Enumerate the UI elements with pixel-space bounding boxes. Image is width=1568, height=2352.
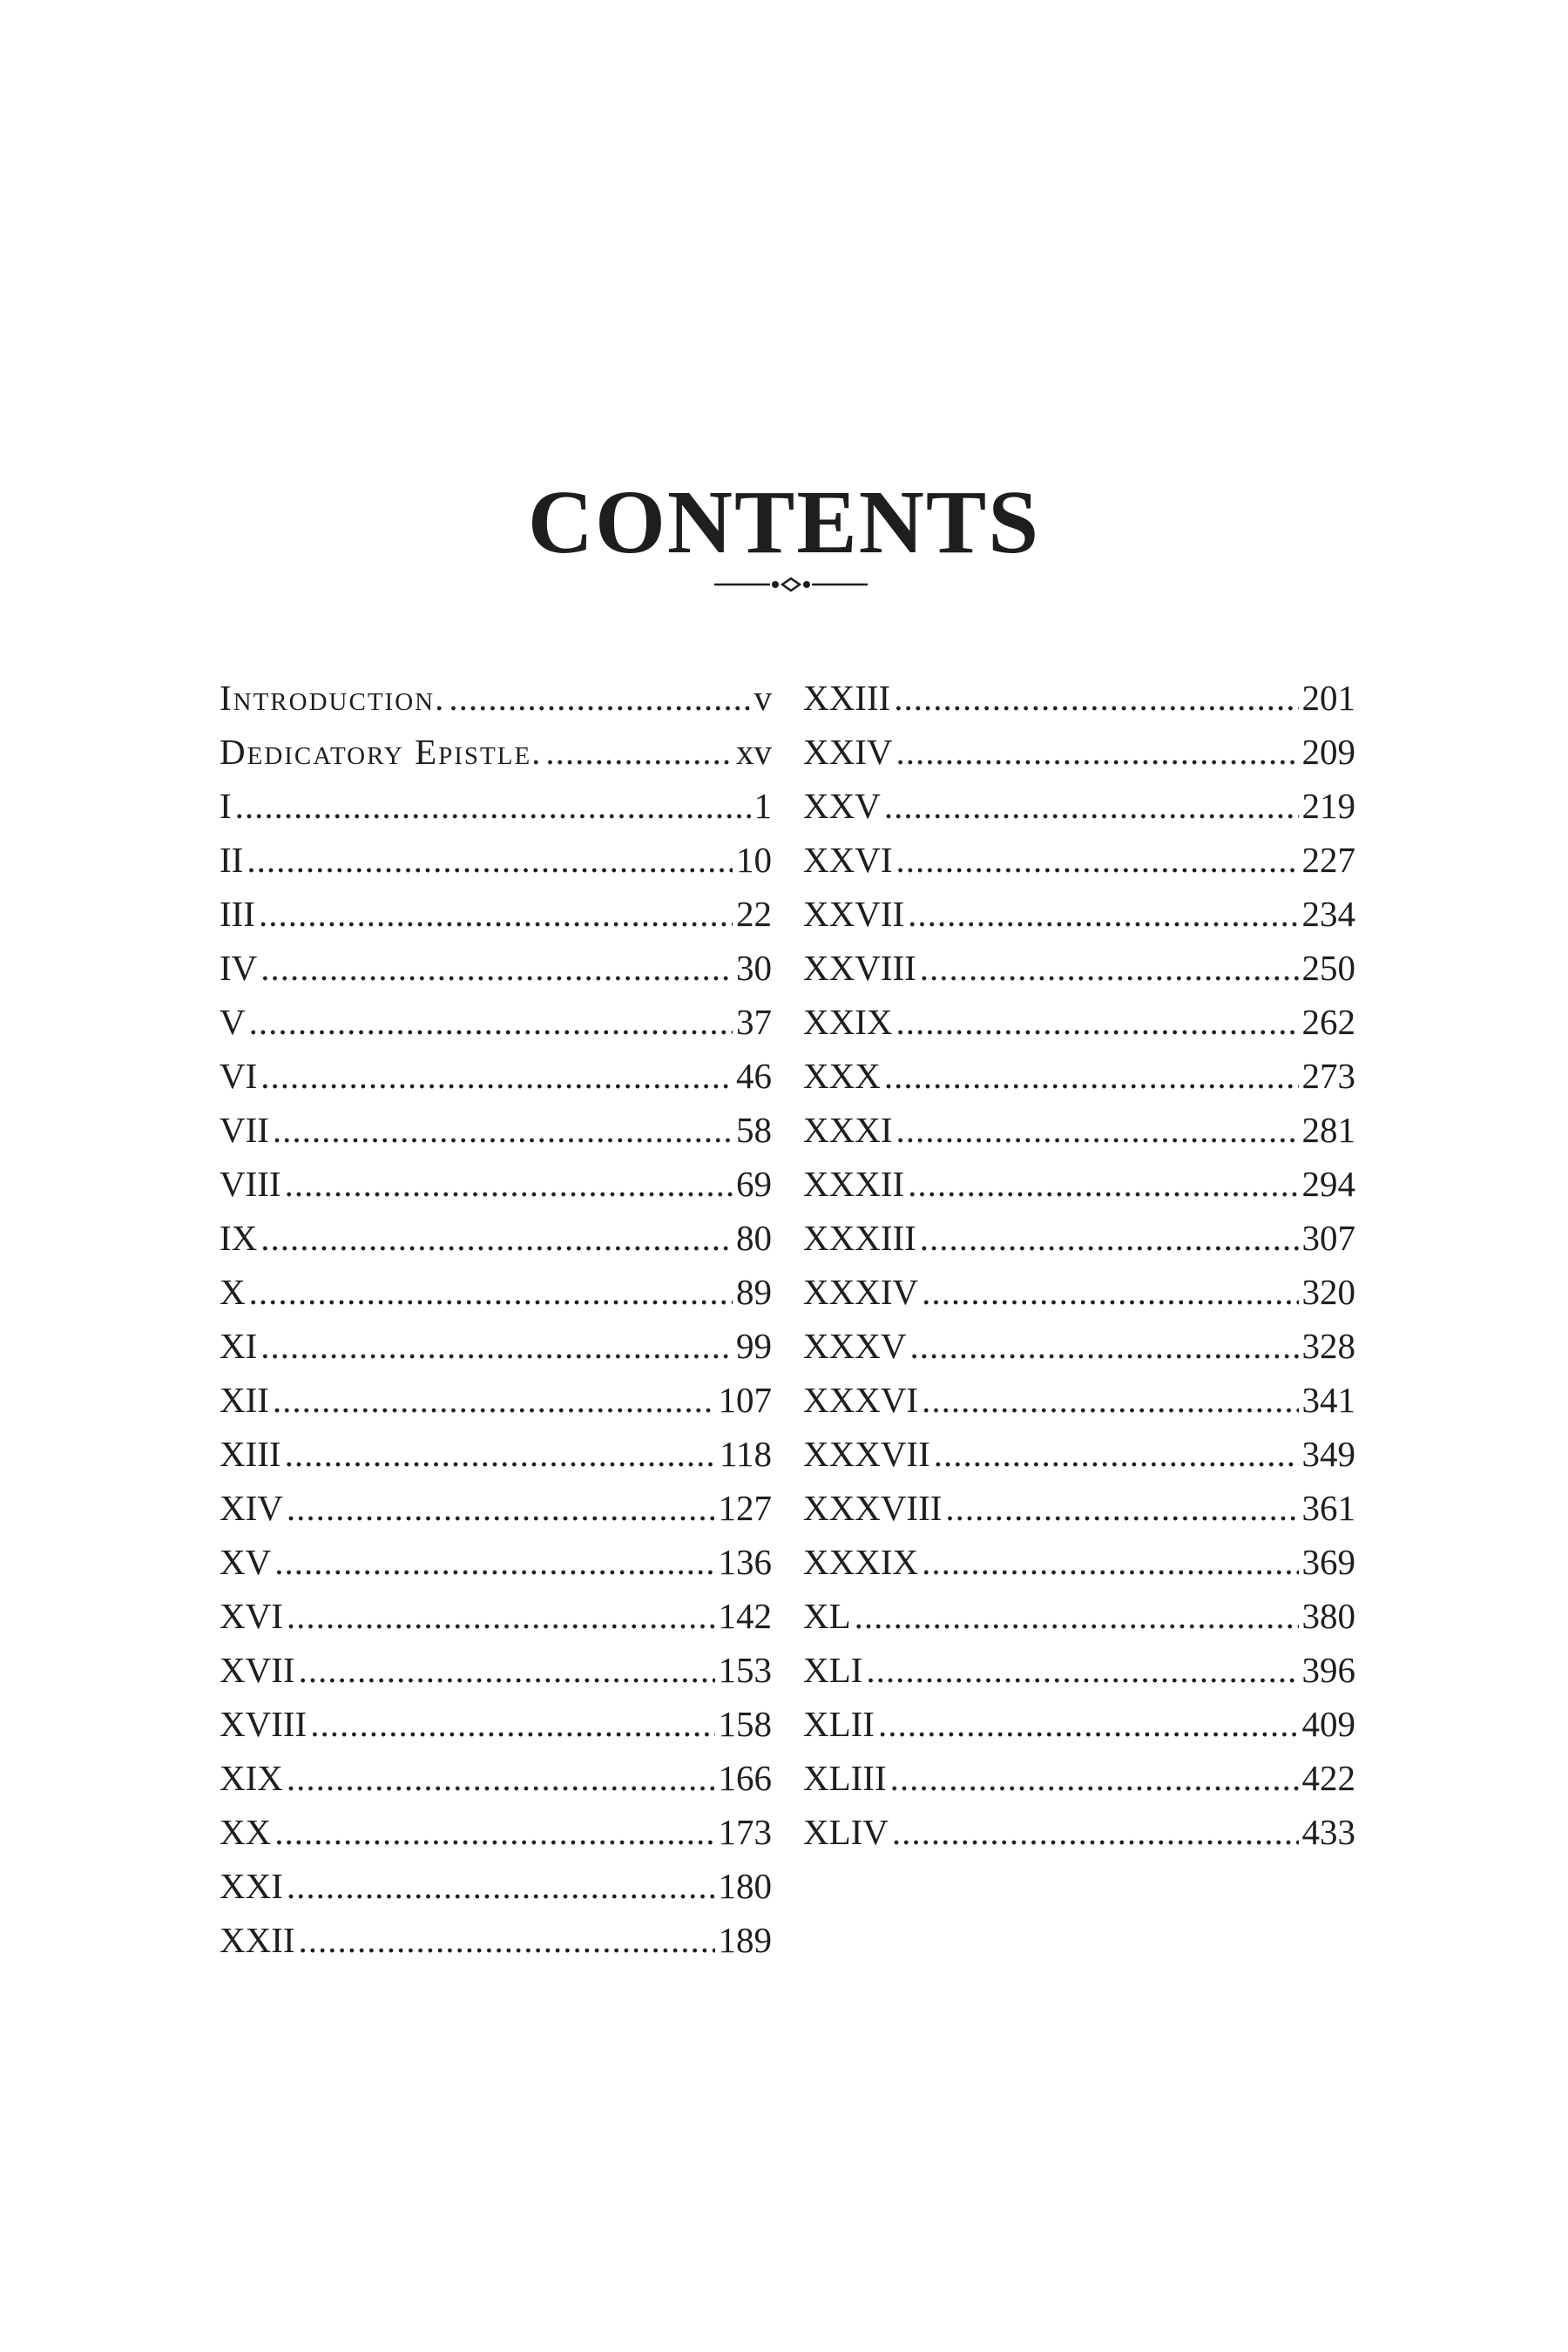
dot-leader: [287, 1589, 715, 1643]
toc-entry[interactable]: [803, 1319, 1355, 1373]
toc-entry[interactable]: [803, 1157, 1355, 1211]
dot-leader: [259, 887, 733, 941]
toc-entry[interactable]: [803, 671, 1355, 725]
toc-entry[interactable]: [220, 1481, 772, 1535]
toc-entry[interactable]: [220, 1535, 772, 1589]
toc-entry-label: XL: [803, 1596, 851, 1636]
dot-leader: [855, 1589, 1299, 1643]
dot-leader: [260, 1319, 733, 1373]
toc-entry-page: 189: [718, 1920, 772, 1960]
toc-entry-label: XLIII: [803, 1758, 887, 1798]
dot-leader: [299, 1913, 715, 1967]
toc-entry[interactable]: [803, 779, 1355, 833]
dot-leader: [247, 833, 733, 887]
toc-entry-label: XII: [220, 1380, 269, 1420]
dot-leader: [892, 1805, 1299, 1859]
dot-leader: [896, 1103, 1298, 1157]
dot-leader: [273, 1103, 733, 1157]
toc-entry[interactable]: [803, 941, 1355, 995]
toc-entry[interactable]: [803, 1805, 1355, 1859]
toc-entry-page: 1: [754, 786, 772, 826]
toc-entry-label: XXXVII: [803, 1434, 930, 1474]
toc-entry-page: 173: [718, 1812, 772, 1852]
toc-entry[interactable]: [220, 779, 772, 833]
toc-entry-page: 166: [718, 1758, 772, 1798]
toc-entry-label: XXXI: [803, 1110, 893, 1150]
toc-entry[interactable]: [803, 1751, 1355, 1805]
toc-entry[interactable]: [803, 1535, 1355, 1589]
toc-entry-label: XIX: [220, 1758, 283, 1798]
toc-entry-page: 99: [736, 1326, 772, 1366]
toc-entry-label: XXXIV: [803, 1272, 919, 1312]
toc-entry-page: xv: [736, 732, 772, 772]
toc-entry-label: XXXIII: [803, 1218, 916, 1258]
dot-leader: [273, 1373, 715, 1427]
toc-entry[interactable]: [803, 1427, 1355, 1481]
toc-entry-label: V: [220, 1002, 246, 1042]
dot-leader: [449, 671, 750, 725]
fleuron-divider-icon: [713, 571, 869, 598]
toc-entry-label: III: [220, 894, 255, 934]
toc-entry-page: 227: [1301, 840, 1355, 880]
dot-leader: [908, 1157, 1298, 1211]
toc-entry[interactable]: [220, 1427, 772, 1481]
toc-entry-label: XXV: [803, 786, 881, 826]
toc-entry-label: XXI: [220, 1866, 283, 1906]
toc-entry[interactable]: [220, 995, 772, 1049]
toc-entry-page: 369: [1301, 1542, 1355, 1582]
toc-entry[interactable]: [220, 1697, 772, 1751]
dot-leader: [274, 1805, 714, 1859]
toc-entry-label: XXXIX: [803, 1542, 919, 1582]
dot-leader: [299, 1643, 715, 1697]
toc-entry[interactable]: [220, 671, 772, 725]
page-title: CONTENTS: [527, 471, 1041, 572]
toc-entry-page: 158: [718, 1704, 772, 1744]
toc-entry-label: XXXVIII: [803, 1488, 943, 1528]
toc-entry[interactable]: [220, 1805, 772, 1859]
dot-leader: [235, 779, 751, 833]
toc-entry-page: 10: [736, 840, 772, 880]
toc-entry-page: 209: [1301, 732, 1355, 772]
toc-entry-label: XX: [220, 1812, 272, 1852]
dot-leader: [260, 1211, 733, 1265]
dot-leader: [922, 1265, 1298, 1319]
toc-right-column: [803, 671, 1355, 1859]
toc-entry-label: XXII: [220, 1920, 295, 1960]
toc-entry[interactable]: [220, 1859, 772, 1913]
toc-entry[interactable]: [803, 1373, 1355, 1427]
toc-entry-page: 142: [718, 1596, 772, 1636]
toc-entry-label: XXIII: [803, 678, 891, 718]
toc-entry-page: 433: [1301, 1812, 1355, 1852]
toc-entry-page: 201: [1301, 678, 1355, 718]
toc-entry[interactable]: [220, 833, 772, 887]
toc-entry[interactable]: [803, 1697, 1355, 1751]
toc-entry-page: 219: [1301, 786, 1355, 826]
toc-entry[interactable]: [220, 1265, 772, 1319]
toc-entry[interactable]: [220, 1157, 772, 1211]
toc-entry-label: XLII: [803, 1704, 875, 1744]
toc-entry[interactable]: [220, 1751, 772, 1805]
toc-entry-label: XVII: [220, 1650, 295, 1690]
dot-leader: [545, 725, 733, 779]
dot-leader: [896, 725, 1298, 779]
dot-leader: [285, 1157, 733, 1211]
toc-entry-label: XLI: [803, 1650, 863, 1690]
toc-entry[interactable]: [220, 941, 772, 995]
toc-entry-page: 136: [718, 1542, 772, 1582]
toc-entry[interactable]: [220, 1373, 772, 1427]
dot-leader: [945, 1481, 1298, 1535]
toc-entry[interactable]: [803, 1643, 1355, 1697]
dot-leader: [884, 1049, 1299, 1103]
toc-entry-page: 396: [1301, 1650, 1355, 1690]
toc-entry-page: 349: [1301, 1434, 1355, 1474]
toc-entry-page: 250: [1301, 948, 1355, 988]
toc-entry[interactable]: [220, 1643, 772, 1697]
toc-entry-label: XXXV: [803, 1326, 907, 1366]
dot-leader: [884, 779, 1299, 833]
toc-entry-page: 46: [736, 1056, 772, 1096]
toc-entry-page: 234: [1301, 894, 1355, 934]
toc-entry-page: 361: [1301, 1488, 1355, 1528]
toc-entry-label: XVI: [220, 1596, 283, 1636]
toc-entry-label: XLIV: [803, 1812, 889, 1852]
toc-entry-page: 69: [736, 1164, 772, 1204]
dot-leader: [908, 887, 1298, 941]
toc-entry-label: IX: [220, 1218, 258, 1258]
toc-entry-label: XIV: [220, 1488, 283, 1528]
toc-entry-label: XXX: [803, 1056, 881, 1096]
toc-entry-label: XXXII: [803, 1164, 905, 1204]
toc-entry-label: I: [220, 786, 232, 826]
toc-entry-label: VII: [220, 1110, 269, 1150]
dot-leader: [866, 1643, 1298, 1697]
dot-leader: [890, 1751, 1299, 1805]
toc-entry-page: 37: [736, 1002, 772, 1042]
dot-leader: [287, 1751, 715, 1805]
toc-entry-label: VI: [220, 1056, 258, 1096]
dot-leader: [896, 995, 1298, 1049]
toc-entry-page: 422: [1301, 1758, 1355, 1798]
dot-leader: [287, 1859, 715, 1913]
dot-leader: [310, 1697, 714, 1751]
toc-entry-page: 380: [1301, 1596, 1355, 1636]
dot-leader: [934, 1427, 1299, 1481]
toc-entry-label: XXXVI: [803, 1380, 919, 1420]
dot-leader: [896, 833, 1298, 887]
dot-leader: [260, 941, 733, 995]
toc-entry[interactable]: [220, 887, 772, 941]
toc-entry-page: v: [754, 678, 772, 718]
dot-leader: [274, 1535, 714, 1589]
toc-entry-label: IV: [220, 948, 258, 988]
toc-entry-page: 58: [736, 1110, 772, 1150]
toc-entry-label: XXIV: [803, 732, 893, 772]
toc-entry[interactable]: [803, 1049, 1355, 1103]
toc-entry-label: II: [220, 840, 244, 880]
toc-entry-page: 320: [1301, 1272, 1355, 1312]
toc-entry[interactable]: [220, 1589, 772, 1643]
toc-entry[interactable]: [803, 1265, 1355, 1319]
toc-entry-page: 153: [718, 1650, 772, 1690]
toc-entry[interactable]: [803, 833, 1355, 887]
toc-entry-page: 80: [736, 1218, 772, 1258]
toc-entry-label: VIII: [220, 1164, 281, 1204]
toc-entry-page: 328: [1301, 1326, 1355, 1366]
dot-leader: [249, 1265, 733, 1319]
toc-entry[interactable]: [803, 1589, 1355, 1643]
dot-leader: [922, 1373, 1298, 1427]
toc-entry-page: 273: [1301, 1056, 1355, 1096]
toc-entry[interactable]: [220, 1103, 772, 1157]
toc-entry[interactable]: [220, 1049, 772, 1103]
toc-entry[interactable]: [803, 887, 1355, 941]
toc-entry-page: 107: [718, 1380, 772, 1420]
dot-leader: [920, 1211, 1299, 1265]
toc-entry[interactable]: [803, 1211, 1355, 1265]
toc-entry-page: 127: [718, 1488, 772, 1528]
toc-entry-page: 180: [718, 1866, 772, 1906]
toc-entry-page: 294: [1301, 1164, 1355, 1204]
toc-entry-page: 307: [1301, 1218, 1355, 1258]
toc-entry[interactable]: [803, 725, 1355, 779]
dot-leader: [909, 1319, 1298, 1373]
toc-entry-label: XI: [220, 1326, 258, 1366]
dot-leader: [878, 1697, 1299, 1751]
dot-leader: [249, 995, 733, 1049]
toc-entry[interactable]: [803, 995, 1355, 1049]
toc-entry-page: 262: [1301, 1002, 1355, 1042]
toc-entry-page: 30: [736, 948, 772, 988]
toc-entry-page: 409: [1301, 1704, 1355, 1744]
toc-entry-page: 89: [736, 1272, 772, 1312]
dot-leader: [287, 1481, 715, 1535]
toc-entry-label: XIII: [220, 1434, 281, 1474]
toc-entry[interactable]: [220, 1211, 772, 1265]
toc-entry-label: Introduction.: [220, 678, 446, 718]
toc-entry-page: 22: [736, 894, 772, 934]
dot-leader: [285, 1427, 716, 1481]
toc-entry-label: XXVI: [803, 840, 893, 880]
dot-leader: [922, 1535, 1298, 1589]
toc-entry-label: XXIX: [803, 1002, 893, 1042]
toc-entry[interactable]: [803, 1481, 1355, 1535]
toc-entry[interactable]: [220, 1319, 772, 1373]
toc-entry-page: 118: [720, 1434, 772, 1474]
toc-entry-label: Dedicatory Epistle.: [220, 732, 543, 772]
toc-entry[interactable]: [220, 725, 772, 779]
dot-leader: [920, 941, 1299, 995]
toc-entry-label: XXVII: [803, 894, 905, 934]
toc-entry[interactable]: [220, 1913, 772, 1967]
toc-entry[interactable]: [803, 1103, 1355, 1157]
toc-entry-label: XV: [220, 1542, 272, 1582]
dot-leader: [260, 1049, 733, 1103]
toc-entry-page: 281: [1301, 1110, 1355, 1150]
toc-entry-label: X: [220, 1272, 246, 1312]
dot-leader: [894, 671, 1298, 725]
toc-left-column: [220, 671, 772, 1967]
toc-entry-label: XVIII: [220, 1704, 308, 1744]
toc-entry-label: XXVIII: [803, 948, 916, 988]
toc-entry-page: 341: [1301, 1380, 1355, 1420]
